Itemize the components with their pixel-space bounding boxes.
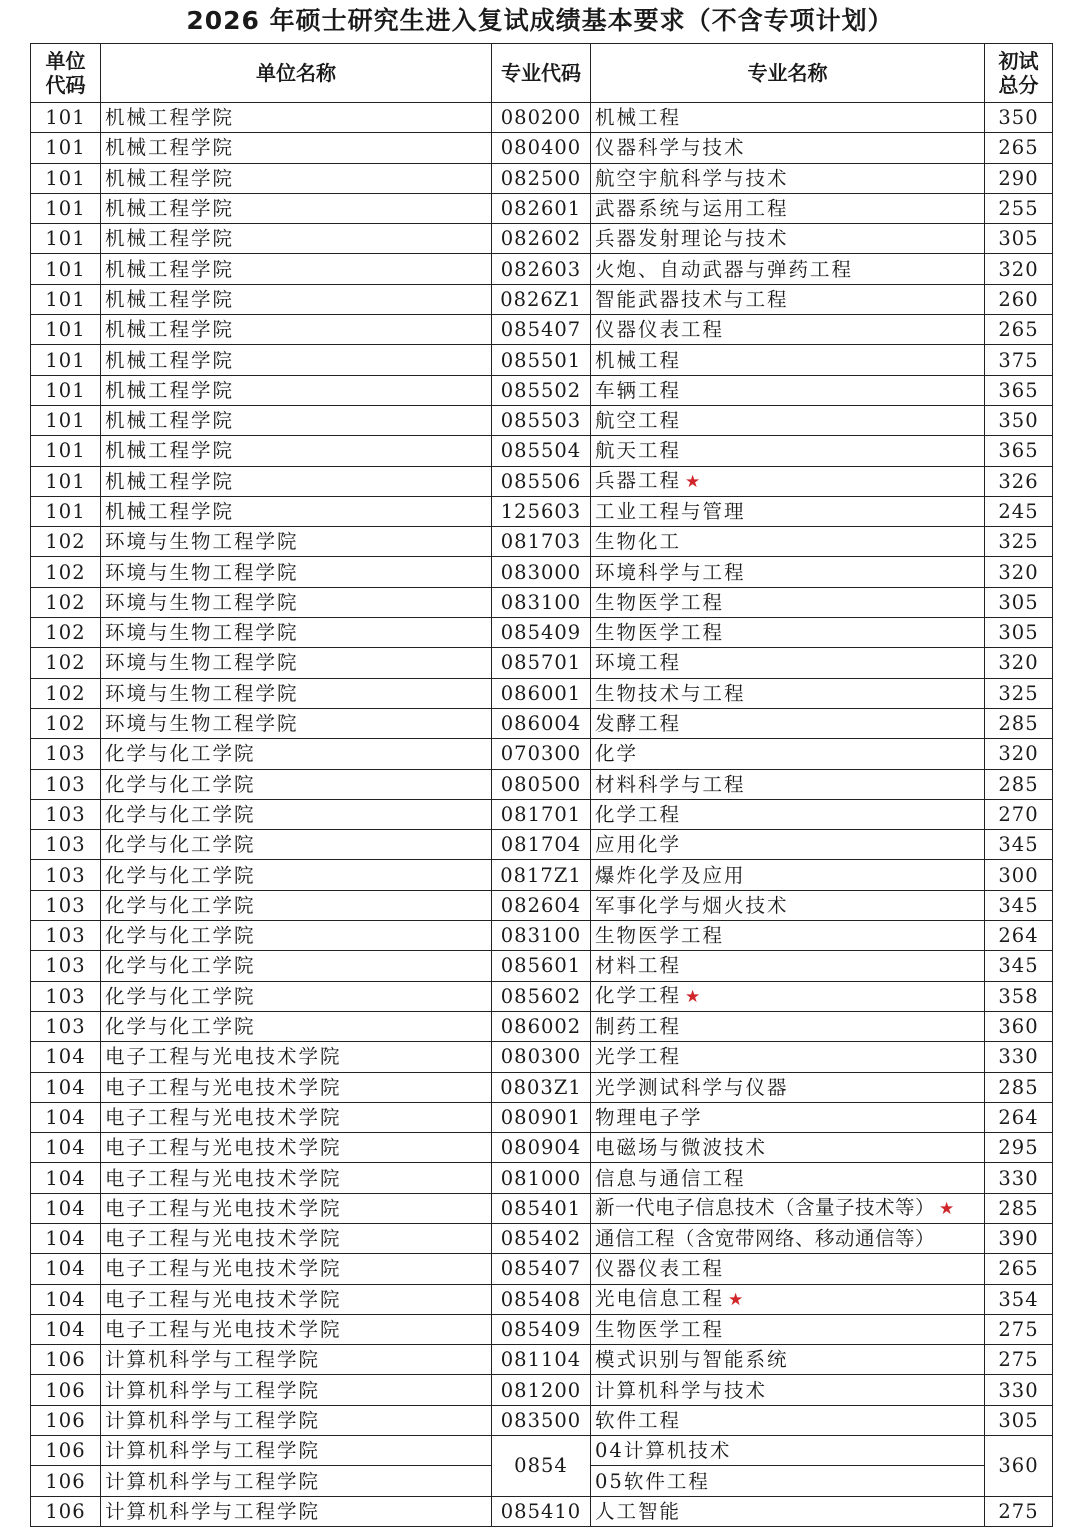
cell-major-code: 083500 bbox=[492, 1405, 591, 1435]
cell-unit-code: 101 bbox=[31, 375, 101, 405]
star-icon: ★ bbox=[685, 986, 701, 1007]
cell-unit-name: 电子工程与光电技术学院 bbox=[101, 1102, 492, 1132]
cell-unit-code: 101 bbox=[31, 466, 101, 496]
cell-score: 305 bbox=[985, 224, 1053, 254]
cell-major-name: 生物技术与工程 bbox=[591, 678, 985, 708]
cell-major-name: 物理电子学 bbox=[591, 1102, 985, 1132]
cell-unit-name: 电子工程与光电技术学院 bbox=[101, 1133, 492, 1163]
cell-score: 390 bbox=[985, 1223, 1053, 1253]
cell-unit-code: 106 bbox=[31, 1345, 101, 1375]
cell-major-code: 0803Z1 bbox=[492, 1072, 591, 1102]
header-major-code: 专业代码 bbox=[492, 44, 591, 103]
cell-unit-code: 101 bbox=[31, 436, 101, 466]
cell-unit-code: 101 bbox=[31, 284, 101, 314]
cell-major-code: 081104 bbox=[492, 1345, 591, 1375]
cell-major-code: 080200 bbox=[492, 103, 591, 133]
cell-major-name: 生物医学工程 bbox=[591, 1314, 985, 1344]
cell-major-code: 125603 bbox=[492, 496, 591, 526]
cell-unit-name: 化学与化工学院 bbox=[101, 769, 492, 799]
cell-unit-code: 103 bbox=[31, 951, 101, 981]
cell-score: 275 bbox=[985, 1345, 1053, 1375]
cell-unit-code: 104 bbox=[31, 1163, 101, 1193]
cell-unit-name: 环境与生物工程学院 bbox=[101, 557, 492, 587]
table-row bbox=[31, 648, 1053, 678]
cell-score: 255 bbox=[985, 193, 1053, 223]
cell-unit-code: 103 bbox=[31, 739, 101, 769]
cell-unit-code: 102 bbox=[31, 527, 101, 557]
cell-unit-code: 102 bbox=[31, 678, 101, 708]
cell-major-code: 083000 bbox=[492, 557, 591, 587]
cell-score: 265 bbox=[985, 315, 1053, 345]
cell-unit-code: 104 bbox=[31, 1284, 101, 1314]
cell-major-code: 086001 bbox=[492, 678, 591, 708]
cell-unit-code: 101 bbox=[31, 103, 101, 133]
table-row bbox=[31, 1496, 1053, 1526]
table-row bbox=[31, 103, 1053, 133]
cell-major-code: 085502 bbox=[492, 375, 591, 405]
cell-unit-code: 103 bbox=[31, 890, 101, 920]
cell-major-name: 生物医学工程 bbox=[591, 618, 985, 648]
cell-score: 245 bbox=[985, 496, 1053, 526]
cell-unit-code: 103 bbox=[31, 860, 101, 890]
cell-major-name: 光学测试科学与仪器 bbox=[591, 1072, 985, 1102]
cell-major-name: 通信工程（含宽带网络、移动通信等） bbox=[591, 1223, 985, 1253]
cell-major-code: 080300 bbox=[492, 1042, 591, 1072]
cell-major-name: 火炮、自动武器与弹药工程 bbox=[591, 254, 985, 284]
cell-score: 264 bbox=[985, 921, 1053, 951]
table-row bbox=[31, 557, 1053, 587]
cell-major-code: 080901 bbox=[492, 1102, 591, 1132]
cell-major-code: 081200 bbox=[492, 1375, 591, 1405]
table-row bbox=[31, 1436, 1053, 1466]
cell-unit-name: 环境与生物工程学院 bbox=[101, 708, 492, 738]
cell-major-name: 爆炸化学及应用 bbox=[591, 860, 985, 890]
cell-unit-code: 101 bbox=[31, 254, 101, 284]
table-header-row bbox=[31, 44, 1053, 103]
cell-unit-name: 电子工程与光电技术学院 bbox=[101, 1223, 492, 1253]
cell-score: 345 bbox=[985, 951, 1053, 981]
table-row bbox=[31, 375, 1053, 405]
cell-unit-name: 机械工程学院 bbox=[101, 193, 492, 223]
cell-major-name: 生物医学工程 bbox=[591, 921, 985, 951]
table-row bbox=[31, 1072, 1053, 1102]
cell-major-code: 085407 bbox=[492, 315, 591, 345]
cell-unit-code: 104 bbox=[31, 1072, 101, 1102]
table-row bbox=[31, 284, 1053, 314]
cell-major-code: 082604 bbox=[492, 890, 591, 920]
table-row bbox=[31, 1284, 1053, 1314]
cell-score: 285 bbox=[985, 1193, 1053, 1223]
cell-unit-name: 机械工程学院 bbox=[101, 345, 492, 375]
cell-unit-name: 化学与化工学院 bbox=[101, 830, 492, 860]
cell-score: 275 bbox=[985, 1496, 1053, 1526]
cell-unit-code: 102 bbox=[31, 708, 101, 738]
cell-major-name: 电磁场与微波技术 bbox=[591, 1133, 985, 1163]
cell-score: 320 bbox=[985, 557, 1053, 587]
cell-unit-name: 机械工程学院 bbox=[101, 315, 492, 345]
cell-major-code: 081701 bbox=[492, 799, 591, 829]
cell-unit-code: 104 bbox=[31, 1314, 101, 1344]
cell-major-code: 085409 bbox=[492, 1314, 591, 1344]
table-row bbox=[31, 921, 1053, 951]
cell-unit-code: 101 bbox=[31, 496, 101, 526]
cell-major-name: 制药工程 bbox=[591, 1011, 985, 1041]
cell-unit-code: 106 bbox=[31, 1436, 101, 1466]
cell-score: 320 bbox=[985, 648, 1053, 678]
cell-score: 360 bbox=[985, 1436, 1053, 1497]
cell-unit-name: 化学与化工学院 bbox=[101, 1011, 492, 1041]
cell-score: 265 bbox=[985, 1254, 1053, 1284]
cell-unit-code: 101 bbox=[31, 345, 101, 375]
cell-score: 350 bbox=[985, 405, 1053, 435]
cell-major-code: 085501 bbox=[492, 345, 591, 375]
cell-major-name: 模式识别与智能系统 bbox=[591, 1345, 985, 1375]
table-row bbox=[31, 1163, 1053, 1193]
cell-unit-code: 103 bbox=[31, 830, 101, 860]
cell-unit-name: 电子工程与光电技术学院 bbox=[101, 1163, 492, 1193]
cell-major-name: 人工智能 bbox=[591, 1496, 985, 1526]
cell-unit-code: 101 bbox=[31, 315, 101, 345]
page-title: 2026 年硕士研究生进入复试成绩基本要求（不含专项计划） bbox=[186, 6, 894, 35]
cell-unit-name: 环境与生物工程学院 bbox=[101, 527, 492, 557]
cell-major-code: 083100 bbox=[492, 921, 591, 951]
cell-major-name: 生物医学工程 bbox=[591, 587, 985, 617]
cell-major-code: 085408 bbox=[492, 1284, 591, 1314]
cell-major-code: 085701 bbox=[492, 648, 591, 678]
cell-major-name: 仪器仪表工程 bbox=[591, 315, 985, 345]
cell-unit-name: 化学与化工学院 bbox=[101, 951, 492, 981]
cell-unit-name: 机械工程学院 bbox=[101, 224, 492, 254]
cell-major-code: 085407 bbox=[492, 1254, 591, 1284]
cell-unit-name: 电子工程与光电技术学院 bbox=[101, 1254, 492, 1284]
cell-score: 330 bbox=[985, 1163, 1053, 1193]
cell-major-name: 军事化学与烟火技术 bbox=[591, 890, 985, 920]
cell-score: 265 bbox=[985, 133, 1053, 163]
cell-unit-name: 机械工程学院 bbox=[101, 163, 492, 193]
cell-major-code: 085602 bbox=[492, 981, 591, 1011]
cell-major-code: 081703 bbox=[492, 527, 591, 557]
cell-major-name: 化学工程 ★ bbox=[591, 981, 985, 1011]
cell-unit-name: 机械工程学院 bbox=[101, 284, 492, 314]
cell-score: 264 bbox=[985, 1102, 1053, 1132]
header-major-name: 专业名称 bbox=[591, 44, 985, 103]
header-unit-name: 单位名称 bbox=[101, 44, 492, 103]
cell-major-code: 085504 bbox=[492, 436, 591, 466]
cell-major-name: 信息与通信工程 bbox=[591, 1163, 985, 1193]
cell-unit-code: 106 bbox=[31, 1466, 101, 1496]
cell-score: 345 bbox=[985, 830, 1053, 860]
cell-score: 305 bbox=[985, 618, 1053, 648]
cell-unit-name: 环境与生物工程学院 bbox=[101, 678, 492, 708]
table-row bbox=[31, 830, 1053, 860]
cell-unit-name: 计算机科学与工程学院 bbox=[101, 1375, 492, 1405]
cell-unit-name: 化学与化工学院 bbox=[101, 860, 492, 890]
table-row bbox=[31, 405, 1053, 435]
header-unit-code: 单位 代码 bbox=[31, 44, 101, 103]
cell-unit-name: 化学与化工学院 bbox=[101, 981, 492, 1011]
cell-unit-code: 101 bbox=[31, 405, 101, 435]
cell-major-name: 生物化工 bbox=[591, 527, 985, 557]
cell-unit-code: 101 bbox=[31, 163, 101, 193]
cell-major-name: 武器系统与运用工程 bbox=[591, 193, 985, 223]
cell-major-name: 计算机科学与技术 bbox=[591, 1375, 985, 1405]
cell-major-name: 车辆工程 bbox=[591, 375, 985, 405]
cell-major-code: 080500 bbox=[492, 769, 591, 799]
cell-unit-code: 102 bbox=[31, 648, 101, 678]
cell-unit-name: 计算机科学与工程学院 bbox=[101, 1345, 492, 1375]
cell-unit-code: 106 bbox=[31, 1405, 101, 1435]
cell-major-name: 软件工程 bbox=[591, 1405, 985, 1435]
cell-unit-name: 计算机科学与工程学院 bbox=[101, 1496, 492, 1526]
table-row bbox=[31, 133, 1053, 163]
cell-unit-code: 101 bbox=[31, 193, 101, 223]
cell-unit-name: 环境与生物工程学院 bbox=[101, 648, 492, 678]
cell-unit-name: 计算机科学与工程学院 bbox=[101, 1466, 492, 1496]
table-row bbox=[31, 1254, 1053, 1284]
cell-major-code: 0826Z1 bbox=[492, 284, 591, 314]
cell-major-code: 0854 bbox=[492, 1436, 591, 1497]
cell-score: 358 bbox=[985, 981, 1053, 1011]
table-row bbox=[31, 1223, 1053, 1253]
cell-major-code: 086004 bbox=[492, 708, 591, 738]
cell-major-code: 086002 bbox=[492, 1011, 591, 1041]
cell-unit-name: 环境与生物工程学院 bbox=[101, 618, 492, 648]
cell-major-name: 机械工程 bbox=[591, 345, 985, 375]
cell-major-code: 083100 bbox=[492, 587, 591, 617]
cell-unit-code: 101 bbox=[31, 133, 101, 163]
cell-score: 365 bbox=[985, 436, 1053, 466]
cell-major-code: 085401 bbox=[492, 1193, 591, 1223]
table-row bbox=[31, 1405, 1053, 1435]
table-row bbox=[31, 1345, 1053, 1375]
cell-major-code: 081704 bbox=[492, 830, 591, 860]
score-table bbox=[30, 43, 1053, 1527]
table-row bbox=[31, 1102, 1053, 1132]
cell-major-code: 082601 bbox=[492, 193, 591, 223]
cell-score: 360 bbox=[985, 1011, 1053, 1041]
cell-unit-name: 电子工程与光电技术学院 bbox=[101, 1042, 492, 1072]
cell-unit-code: 104 bbox=[31, 1193, 101, 1223]
cell-major-name: 环境工程 bbox=[591, 648, 985, 678]
table-row bbox=[31, 799, 1053, 829]
cell-score: 325 bbox=[985, 527, 1053, 557]
cell-unit-name: 化学与化工学院 bbox=[101, 921, 492, 951]
cell-unit-name: 电子工程与光电技术学院 bbox=[101, 1193, 492, 1223]
cell-score: 320 bbox=[985, 254, 1053, 284]
cell-unit-name: 化学与化工学院 bbox=[101, 799, 492, 829]
cell-major-name: 05软件工程 bbox=[591, 1466, 985, 1496]
cell-score: 285 bbox=[985, 769, 1053, 799]
table-row bbox=[31, 860, 1053, 890]
table-row bbox=[31, 1375, 1053, 1405]
cell-unit-code: 104 bbox=[31, 1102, 101, 1132]
cell-score: 350 bbox=[985, 103, 1053, 133]
cell-major-code: 0817Z1 bbox=[492, 860, 591, 890]
cell-major-code: 085402 bbox=[492, 1223, 591, 1253]
cell-major-name: 化学 bbox=[591, 739, 985, 769]
cell-major-name: 发酵工程 bbox=[591, 708, 985, 738]
cell-major-name: 光学工程 bbox=[591, 1042, 985, 1072]
cell-major-code: 082500 bbox=[492, 163, 591, 193]
cell-unit-code: 106 bbox=[31, 1375, 101, 1405]
cell-unit-name: 机械工程学院 bbox=[101, 436, 492, 466]
cell-score: 260 bbox=[985, 284, 1053, 314]
table-row bbox=[31, 739, 1053, 769]
cell-unit-name: 机械工程学院 bbox=[101, 496, 492, 526]
table-row bbox=[31, 1193, 1053, 1223]
cell-unit-code: 103 bbox=[31, 769, 101, 799]
cell-major-name: 航天工程 bbox=[591, 436, 985, 466]
table-row bbox=[31, 618, 1053, 648]
cell-major-code: 085506 bbox=[492, 466, 591, 496]
table-row bbox=[31, 496, 1053, 526]
table-row bbox=[31, 193, 1053, 223]
cell-major-code: 081000 bbox=[492, 1163, 591, 1193]
cell-score: 275 bbox=[985, 1314, 1053, 1344]
cell-major-name: 智能武器技术与工程 bbox=[591, 284, 985, 314]
table-row bbox=[31, 315, 1053, 345]
cell-major-name: 航空工程 bbox=[591, 405, 985, 435]
cell-major-name: 航空宇航科学与技术 bbox=[591, 163, 985, 193]
cell-major-code: 085409 bbox=[492, 618, 591, 648]
cell-score: 320 bbox=[985, 739, 1053, 769]
cell-unit-name: 电子工程与光电技术学院 bbox=[101, 1072, 492, 1102]
cell-major-name: 材料科学与工程 bbox=[591, 769, 985, 799]
cell-score: 354 bbox=[985, 1284, 1053, 1314]
cell-unit-code: 104 bbox=[31, 1133, 101, 1163]
cell-major-name: 04计算机技术 bbox=[591, 1436, 985, 1466]
table-row bbox=[31, 1314, 1053, 1344]
table-row bbox=[31, 254, 1053, 284]
cell-unit-name: 机械工程学院 bbox=[101, 133, 492, 163]
cell-score: 290 bbox=[985, 163, 1053, 193]
cell-major-name: 新一代电子信息技术（含量子技术等） ★ bbox=[591, 1193, 985, 1223]
cell-major-code: 082602 bbox=[492, 224, 591, 254]
cell-major-code: 082603 bbox=[492, 254, 591, 284]
table-row bbox=[31, 1011, 1053, 1041]
table-row bbox=[31, 708, 1053, 738]
cell-unit-code: 104 bbox=[31, 1042, 101, 1072]
cell-unit-name: 化学与化工学院 bbox=[101, 890, 492, 920]
cell-score: 300 bbox=[985, 860, 1053, 890]
table-row bbox=[31, 345, 1053, 375]
cell-unit-code: 106 bbox=[31, 1496, 101, 1526]
cell-score: 326 bbox=[985, 466, 1053, 496]
table-row bbox=[31, 527, 1053, 557]
cell-score: 345 bbox=[985, 890, 1053, 920]
table-row bbox=[31, 1042, 1053, 1072]
cell-major-code: 085503 bbox=[492, 405, 591, 435]
table-row bbox=[31, 890, 1053, 920]
cell-score: 375 bbox=[985, 345, 1053, 375]
table-row bbox=[31, 224, 1053, 254]
cell-major-name: 环境科学与工程 bbox=[591, 557, 985, 587]
table-row bbox=[31, 163, 1053, 193]
table-row bbox=[31, 587, 1053, 617]
cell-unit-code: 104 bbox=[31, 1254, 101, 1284]
cell-major-name: 仪器科学与技术 bbox=[591, 133, 985, 163]
cell-score: 305 bbox=[985, 587, 1053, 617]
cell-score: 295 bbox=[985, 1133, 1053, 1163]
cell-major-name: 兵器工程 ★ bbox=[591, 466, 985, 496]
cell-unit-name: 化学与化工学院 bbox=[101, 739, 492, 769]
cell-unit-code: 103 bbox=[31, 1011, 101, 1041]
cell-major-name: 工业工程与管理 bbox=[591, 496, 985, 526]
star-icon: ★ bbox=[685, 471, 701, 492]
cell-unit-code: 102 bbox=[31, 618, 101, 648]
cell-unit-name: 机械工程学院 bbox=[101, 375, 492, 405]
table-row bbox=[31, 951, 1053, 981]
cell-major-name: 兵器发射理论与技术 bbox=[591, 224, 985, 254]
star-icon: ★ bbox=[939, 1198, 955, 1219]
cell-unit-name: 电子工程与光电技术学院 bbox=[101, 1314, 492, 1344]
table-row bbox=[31, 466, 1053, 496]
cell-unit-name: 计算机科学与工程学院 bbox=[101, 1405, 492, 1435]
cell-unit-code: 103 bbox=[31, 921, 101, 951]
cell-unit-code: 104 bbox=[31, 1223, 101, 1253]
table-row bbox=[31, 981, 1053, 1011]
table-row bbox=[31, 1133, 1053, 1163]
cell-major-name: 应用化学 bbox=[591, 830, 985, 860]
cell-unit-code: 103 bbox=[31, 799, 101, 829]
cell-score: 305 bbox=[985, 1405, 1053, 1435]
star-icon: ★ bbox=[728, 1289, 744, 1310]
cell-unit-code: 102 bbox=[31, 587, 101, 617]
cell-major-code: 080904 bbox=[492, 1133, 591, 1163]
cell-unit-name: 电子工程与光电技术学院 bbox=[101, 1284, 492, 1314]
cell-major-name: 机械工程 bbox=[591, 103, 985, 133]
cell-major-code: 085410 bbox=[492, 1496, 591, 1526]
cell-unit-name: 机械工程学院 bbox=[101, 466, 492, 496]
cell-score: 325 bbox=[985, 678, 1053, 708]
header-score: 初试 总分 bbox=[985, 44, 1053, 103]
cell-major-name: 仪器仪表工程 bbox=[591, 1254, 985, 1284]
cell-major-name: 化学工程 bbox=[591, 799, 985, 829]
cell-unit-name: 机械工程学院 bbox=[101, 405, 492, 435]
cell-unit-code: 102 bbox=[31, 557, 101, 587]
cell-score: 330 bbox=[985, 1375, 1053, 1405]
cell-score: 365 bbox=[985, 375, 1053, 405]
cell-major-name: 材料工程 bbox=[591, 951, 985, 981]
cell-unit-name: 机械工程学院 bbox=[101, 254, 492, 284]
cell-major-code: 080400 bbox=[492, 133, 591, 163]
cell-major-code: 085601 bbox=[492, 951, 591, 981]
cell-unit-name: 机械工程学院 bbox=[101, 103, 492, 133]
cell-score: 270 bbox=[985, 799, 1053, 829]
cell-major-name: 光电信息工程 ★ bbox=[591, 1284, 985, 1314]
table-row bbox=[31, 678, 1053, 708]
cell-score: 285 bbox=[985, 708, 1053, 738]
cell-unit-name: 环境与生物工程学院 bbox=[101, 587, 492, 617]
table-row bbox=[31, 769, 1053, 799]
cell-unit-code: 103 bbox=[31, 981, 101, 1011]
table-row bbox=[31, 436, 1053, 466]
cell-score: 330 bbox=[985, 1042, 1053, 1072]
cell-unit-code: 101 bbox=[31, 224, 101, 254]
cell-score: 285 bbox=[985, 1072, 1053, 1102]
cell-major-code: 070300 bbox=[492, 739, 591, 769]
cell-unit-name: 计算机科学与工程学院 bbox=[101, 1436, 492, 1466]
